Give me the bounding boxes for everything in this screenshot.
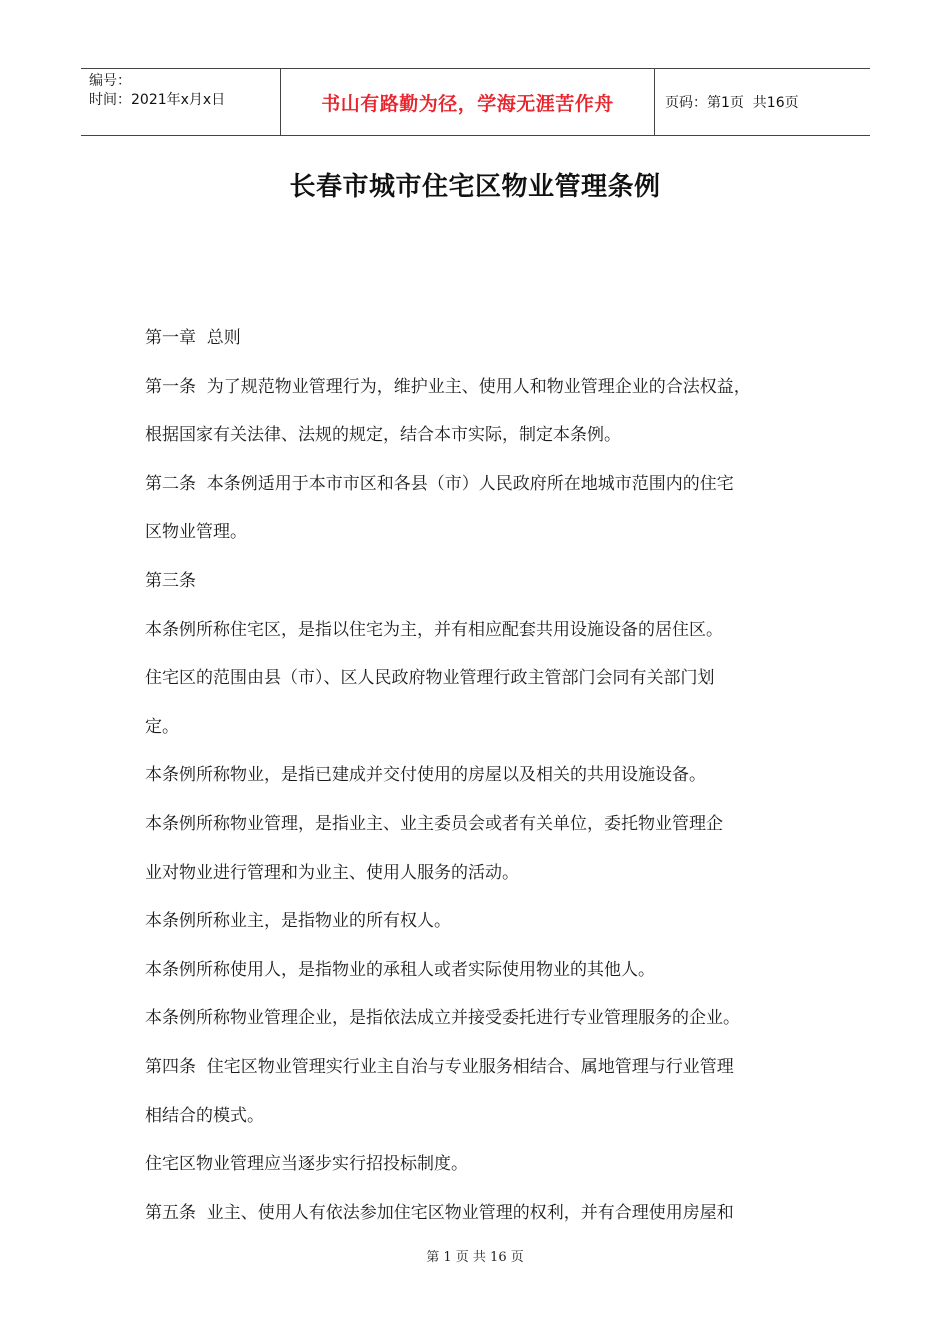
paragraph-line: 相结合的模式。	[145, 1105, 264, 1126]
document-title: 长春市城市住宅区物业管理条例	[289, 172, 661, 202]
paragraph-line: 第二条 本条例适用于本市市区和各县（市）人民政府所在地城市范围内的住宅	[145, 473, 734, 494]
header-page-info: 页码：第1页 共16页	[665, 95, 799, 111]
paragraph-line: 第四条 住宅区物业管理实行业主自治与专业服务相结合、属地管理与行业管理	[145, 1056, 734, 1077]
paragraph-line: 本条例所称使用人，是指物业的承租人或者实际使用物业的其他人。	[145, 959, 655, 980]
paragraph-line: 第一条 为了规范物业管理行为，维护业主、使用人和物业管理企业的合法权益，	[145, 376, 751, 397]
paragraph-line: 本条例所称物业管理企业，是指依法成立并接受委托进行专业管理服务的企业。	[145, 1008, 740, 1029]
paragraph-line: 本条例所称住宅区，是指以住宅为主，并有相应配套共用设施设备的居住区。	[145, 619, 723, 640]
page-header	[81, 68, 870, 136]
header-motto: 书山有路勤为径，学海无涯苦作舟	[281, 69, 655, 135]
header-meta	[81, 69, 281, 135]
paragraph-line: 第一章 总则	[145, 328, 241, 348]
header-time-label: 时间：2021年x月x日	[89, 92, 226, 108]
paragraph-line: 住宅区的范围由县（市）、区人民政府物业管理行政主管部门会同有关部门划	[145, 668, 715, 689]
header-number-label: 编号：	[89, 73, 131, 89]
paragraph-line: 第三条	[145, 570, 196, 591]
paragraph-line: 第五条 业主、使用人有依法参加住宅区物业管理的权利，并有合理使用房屋和	[145, 1202, 734, 1223]
paragraph-line: 区物业管理。	[145, 522, 247, 543]
paragraph-line: 本条例所称物业管理，是指业主、业主委员会或者有关单位，委托物业管理企	[145, 813, 723, 834]
page-footer: 第 1 页 共 16 页	[426, 1250, 524, 1265]
paragraph-line: 住宅区物业管理应当逐步实行招投标制度。	[145, 1154, 468, 1175]
paragraph-line: 业对物业进行管理和为业主、使用人服务的活动。	[145, 862, 519, 883]
document-body	[145, 323, 825, 1246]
paragraph-line: 本条例所称业主，是指物业的所有权人。	[145, 911, 451, 932]
paragraph-line: 本条例所称物业，是指已建成并交付使用的房屋以及相关的共用设施设备。	[145, 765, 706, 786]
paragraph-line: 定。	[145, 716, 179, 737]
paragraph-line: 根据国家有关法律、法规的规定，结合本市实际，制定本条例。	[145, 425, 621, 446]
